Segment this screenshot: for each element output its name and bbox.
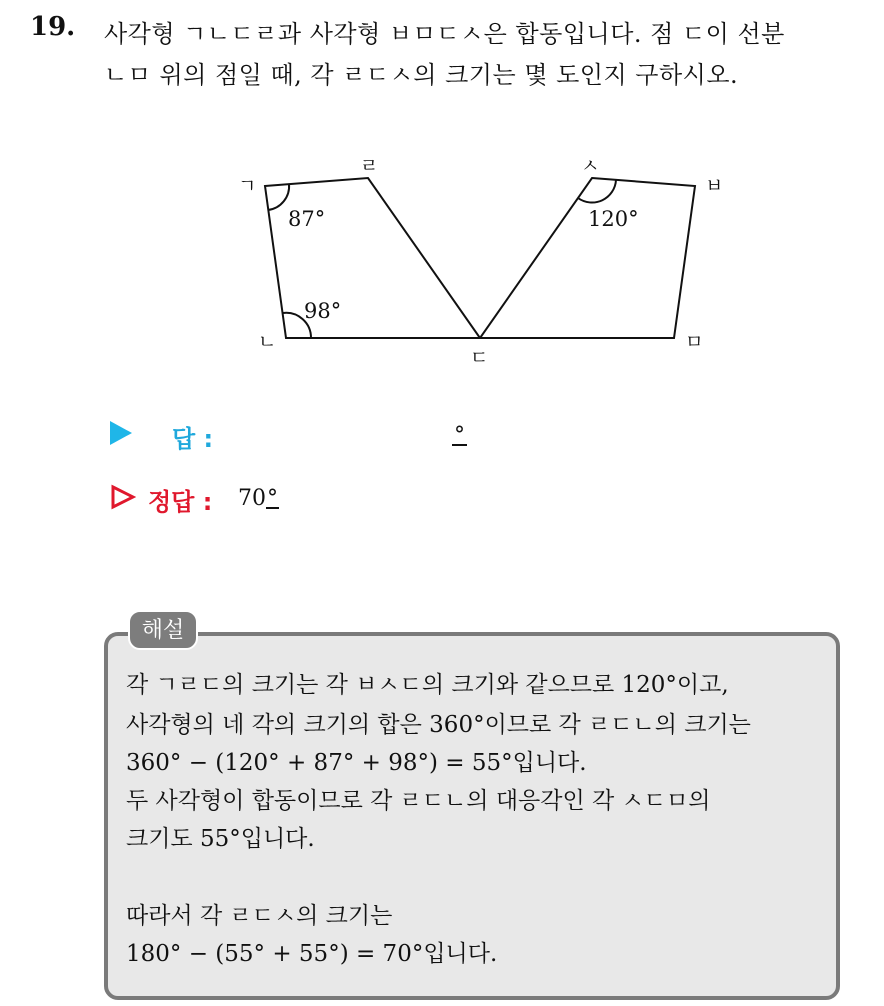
angle-label-87: 87° <box>288 207 326 231</box>
answer-row <box>110 421 465 453</box>
explanation-tag: 해설 <box>128 610 198 650</box>
answer-blank[interactable] <box>452 423 467 448</box>
angle-arc-87 <box>268 184 289 210</box>
quadrilaterals-figure <box>230 150 750 380</box>
answer-label: 답 : <box>172 425 214 453</box>
explanation-line-5: 크기도 55°입니다. <box>126 826 315 852</box>
explanation-line-8: 180° − (55° + 55°) = 70°입니다. <box>126 941 498 967</box>
vertex-label-g: ㄱ <box>238 175 257 197</box>
vertex-label-s: ㅅ <box>581 155 600 177</box>
correct-answer-unit: ° <box>267 486 278 511</box>
question-text-line-1: 사각형 ㄱㄴㄷㄹ과 사각형 ㅂㅁㄷㅅ은 합동입니다. 점 ㄷ이 선분 <box>104 20 785 48</box>
correct-answer-label: 정답 : <box>148 488 213 516</box>
answer-unit: ° <box>454 423 465 448</box>
outline-arrow-icon <box>110 484 136 510</box>
vertex-label-l: ㄹ <box>360 155 379 177</box>
correct-answer-value <box>238 486 279 511</box>
explanation-line-3: 360° − (120° + 87° + 98°) = 55°입니다. <box>126 750 587 776</box>
quadrilateral-left <box>265 178 480 338</box>
correct-answer-number: 70 <box>238 486 266 511</box>
vertex-label-n: ㄴ <box>258 331 277 353</box>
vertex-label-d: ㄷ <box>470 347 489 369</box>
play-arrow-icon <box>110 421 132 445</box>
explanation-line-7: 따라서 각 ㄹㄷㅅ의 크기는 <box>126 903 393 929</box>
vertex-label-b: ㅂ <box>705 175 724 197</box>
angle-label-120: 120° <box>588 207 639 231</box>
explanation-line-1: 각 ㄱㄹㄷ의 크기는 각 ㅂㅅㄷ의 크기와 같으므로 120°이고, <box>126 672 729 698</box>
angle-label-98: 98° <box>304 299 342 323</box>
question-number: 19. <box>30 12 76 42</box>
explanation-line-2: 사각형의 네 각의 크기의 합은 360°이므로 각 ㄹㄷㄴ의 크기는 <box>126 712 751 738</box>
vertex-label-m: ㅁ <box>685 331 704 353</box>
question-text-line-2: ㄴㅁ 위의 점일 때, 각 ㄹㄷㅅ의 크기는 몇 도인지 구하시오. <box>104 61 739 89</box>
explanation-line-4: 두 사각형이 합동이므로 각 ㄹㄷㄴ의 대응각인 각 ㅅㄷㅁ의 <box>126 788 711 814</box>
correct-answer-row <box>110 484 278 516</box>
